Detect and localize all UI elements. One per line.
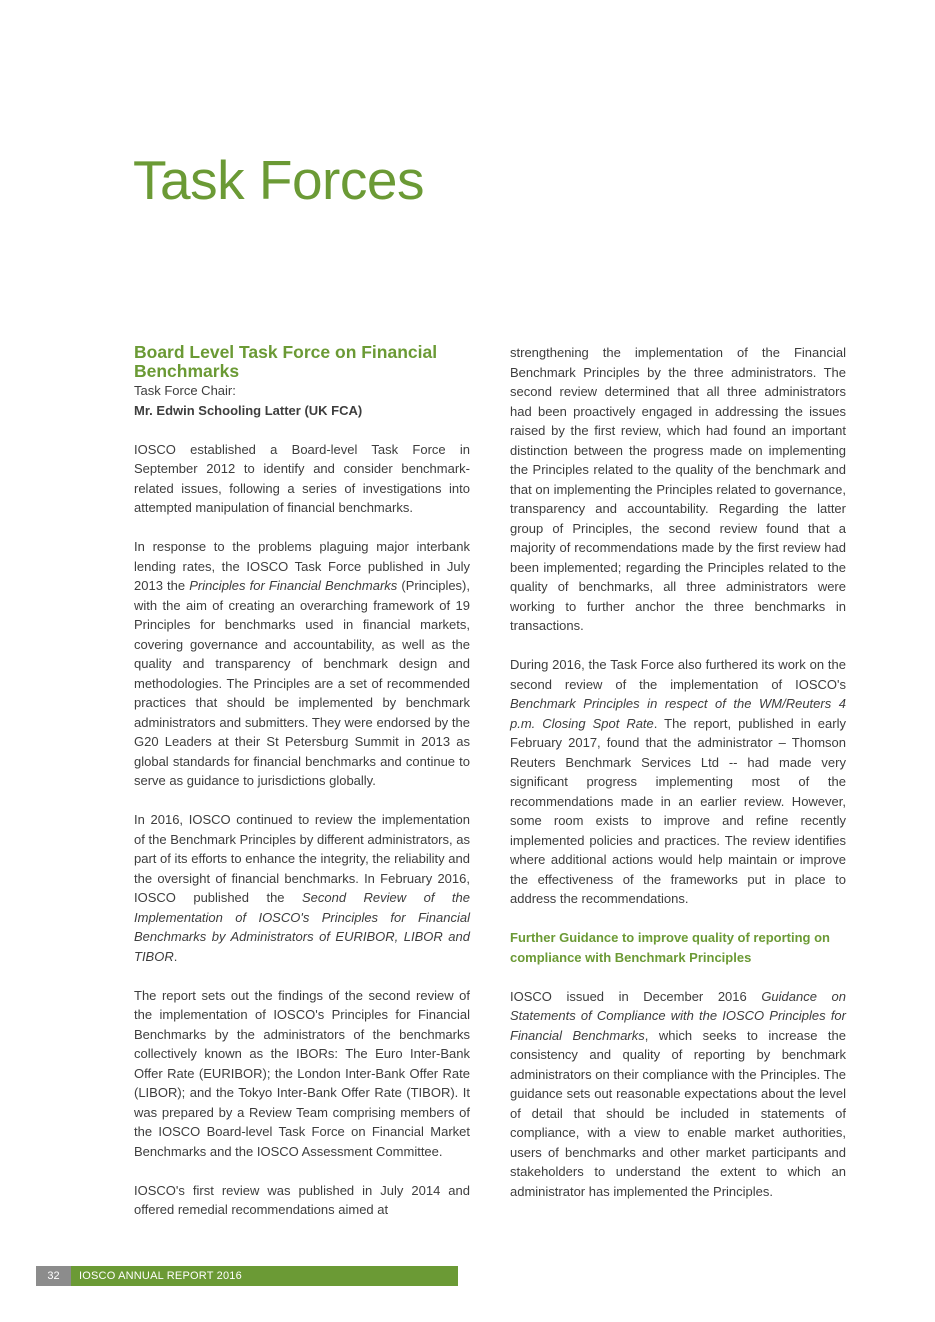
- right-column: [510, 343, 846, 1201]
- footer-bar: [36, 1266, 458, 1286]
- sub-heading: Further Guidance to improve quality of reporting on compliance with Benchmark Principles: [510, 930, 830, 965]
- publication-title: Benchmark Principles in respect of the WM/Reuters 4 p.m. Closing Spot Rate: [510, 696, 846, 731]
- paragraph-text: , which seeks to increase the consistency and quality of reporting by benchmark administrators on their compliance with the Principles. The guidance sets out reasonable expectations about the level of detail that should be included in statements of compliance, with a view to enable market authorities, users of benchmarks and other market participants and stakeholders to understand the extent to which an administrator has implemented the Principles.: [510, 1027, 847, 1199]
- chair-label: Task Force Chair:: [134, 383, 236, 398]
- chair-name: Mr. Edwin Schooling Latter (UK FCA): [134, 402, 363, 418]
- paragraph: strengthening the implementation of the Financial Benchmark Principles by the three administrators. The second review determined that all three administrators had been proactively engaged in addressing the issues raised by the first review, which had found an important distinction between the progress made on implementing the Principles related to the quality of the benchmark and that on implementing the Principles related to governance, transparency and accountability. Regarding the latter group of Principles, the second review found that a majority of recommendations made by the first review had been implemented; regarding the Principles related to the quality of benchmarks, all three administrators were working to further anchor the three benchmarks in transactions.: [510, 345, 846, 633]
- paragraph-text: During 2016, the Task Force also furthered its work on the second review of the implementation of IOSCO's: [510, 657, 846, 692]
- paragraph-text: In response to the problems plaguing major interbank lending rates, the IOSCO Task Force published in July 2013 the: [134, 539, 470, 593]
- section-heading: Board Level Task Force on Financial Benchmarks: [134, 342, 438, 381]
- paragraph: [510, 655, 846, 909]
- publication-title: Principles for Financial Benchmarks: [189, 578, 398, 593]
- paragraph-text: (Principles), with the aim of creating an overarching framework of 19 Principles for benchmarks used in financial markets, covering governance and accountability, as well as the quality and transparency of benchmark design and methodologies. The Principles are a set of recommended practices that should be implemented by benchmark administrators and submitters. They were endorsed by the G20 Leaders at their St Petersburg Summit in 2013 as global standards for financial benchmarks and continue to serve as guidance to jurisdictions globally.: [134, 578, 470, 788]
- paragraph: [134, 810, 470, 966]
- left-column: [134, 343, 470, 1220]
- page-title: Task Forces: [133, 149, 424, 211]
- publication-title: Guidance on Statements of Compliance with the IOSCO Principles for Financial Benchmarks: [510, 988, 846, 1043]
- page-number: 32: [36, 1266, 71, 1286]
- paragraph-text: .: [173, 948, 178, 964]
- paragraph-text: IOSCO issued in December 2016: [510, 988, 762, 1004]
- paragraph: [510, 987, 846, 1202]
- publication-title: Second Review of the Implementation of IOSCO's Principles for Financial Benchmarks by Administrators of EURIBOR, LIBOR and TIBOR: [134, 890, 470, 964]
- paragraph: [134, 537, 470, 791]
- footer-label: IOSCO ANNUAL REPORT 2016: [71, 1266, 458, 1286]
- paragraph-text: . The report, published in early February 2017, found that the administrator – Thomson Reuters Benchmark Services Ltd -- had made very significant progress implementing most of the recommendations made in an earlier review. However, some room exists to improve and refine recently implemented policies and practices. The review identifies where additional actions would help maintain or improve the effectiveness of the frameworks put in place to address the recommendations.: [510, 715, 846, 906]
- paragraph: The report sets out the findings of the second review of the implementation of IOSCO's Principles for Financial Benchmarks by the administrators of the benchmarks collectively known as the IBORs: The Euro Inter-Bank Offer Rate (EURIBOR); the London Inter-Bank Offer Rate (LIBOR); and the Tokyo Inter-Bank Offer Rate (TIBOR). It was prepared by a Review Team comprising members of the IOSCO Board-level Task Force on Financial Market Benchmarks and the IOSCO Assessment Committee.: [134, 987, 470, 1159]
- paragraph: IOSCO established a Board-level Task Force in September 2012 to identify and consider benchmark-related issues, following a series of investigations into attempted manipulation of financial benchmarks.: [134, 441, 470, 515]
- paragraph-text: In 2016, IOSCO continued to review the implementation of the Benchmark Principles by different administrators, as part of its efforts to enhance the integrity, the reliability and the oversight of financial benchmarks. In February 2016, IOSCO published the: [134, 812, 470, 905]
- paragraph: IOSCO's first review was published in July 2014 and offered remedial recommendations aimed at: [134, 1182, 470, 1217]
